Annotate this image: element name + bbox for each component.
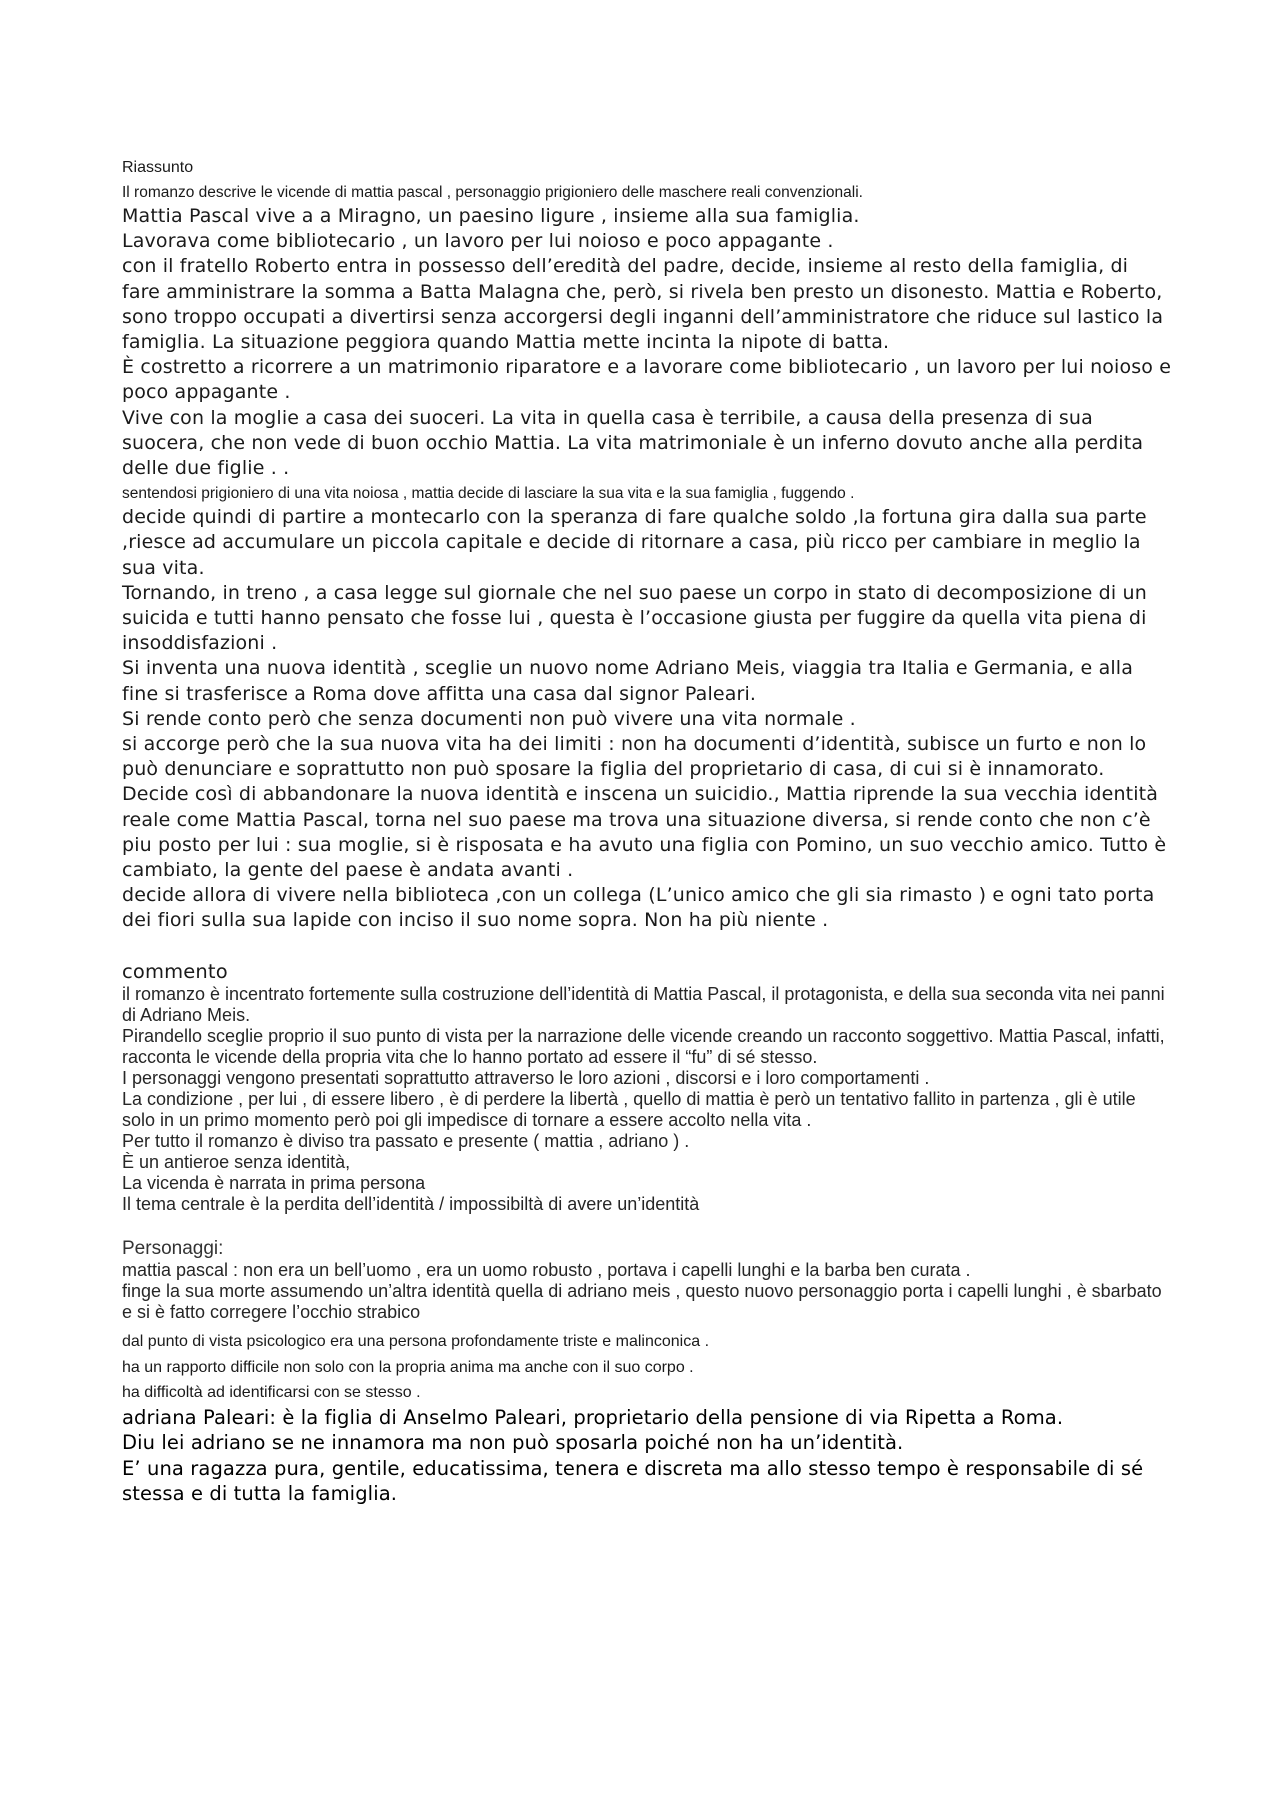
document-page [122, 157, 1172, 1507]
personaggi-paragraph: ha difficoltà ad identificarsi con se stesso . [122, 1383, 421, 1401]
personaggi-paragraph: finge la sua morte assumendo un’altra identità quella di adriano meis , questo nuovo personaggio porta i capelli lunghi , è sbarbato e si è fatto corregere l’occhio strabico [122, 1280, 1162, 1322]
personaggi-paragraph: Diu lei adriano se ne innamora ma non può sposarla poiché non ha un’identità. [122, 1431, 904, 1455]
riassunto-paragraph: Vive con la moglie a casa dei suoceri. La vita in quella casa è terribile, a causa della presenza di sua suocera, che non vede di buon occhio Mattia. La vita matrimoniale è un inferno dovuto anche alla perdita delle due figlie . . [122, 406, 1144, 480]
riassunto-title: Riassunto [122, 159, 194, 176]
commento-paragraph: I personaggi vengono presentati soprattutto attraverso le loro azioni , discorsi e i loro comportamenti . [122, 1067, 930, 1088]
riassunto-paragraph: Mattia Pascal vive a a Miragno, un paesino ligure , insieme alla sua famiglia. [122, 205, 860, 227]
spacer [122, 1215, 1172, 1237]
riassunto-paragraph: decide allora di vivere nella biblioteca ,con un collega (L’unico amico che gli sia rimasto ) e ogni tato porta dei fiori sulla sua lapide con inciso il suo nome sopra. Non ha più niente . [122, 884, 1155, 932]
riassunto-interlude: sentendosi prigioniero di una vita noiosa , mattia decide di lasciare la sua vita e la sua famiglia , fuggendo . [122, 485, 855, 503]
personaggi-paragraph: E’ una ragazza pura, gentile, educatissima, tenera e discreta ma allo stesso tempo è responsabile di sé stessa e di tutta la famiglia. [122, 1456, 1144, 1506]
riassunto-paragraph: Lavorava come bibliotecario , un lavoro per lui noioso e poco appagante . [122, 230, 834, 253]
commento-paragraph: il romanzo è incentrato fortemente sulla costruzione dell’identità di Mattia Pascal, il protagonista, e della sua seconda vita nei panni di Adriano Meis. [122, 983, 1165, 1025]
personaggi-paragraph: mattia pascal : non era un bell’uomo , era un uomo robusto , portava i capelli lunghi e la barba ben curata . [122, 1259, 971, 1280]
commento-paragraph: Pirandello sceglie proprio il suo punto di vista per la narrazione delle vicende creando un racconto soggettivo. Mattia Pascal, infatti, racconta le vicende della propria vita che lo hanno portato ad essere il “fu” di sé stesso. [122, 1025, 1165, 1067]
personaggi-paragraph: dal punto di vista psicologico era una persona profondamente triste e malinconica . [122, 1332, 710, 1350]
commento-paragraph: È un antieroe senza identità, [122, 1151, 351, 1172]
commento-paragraph: La vicenda è narrata in prima persona [122, 1172, 426, 1193]
personaggi-paragraph: adriana Paleari: è la figlia di Anselmo Paleari, proprietario della pensione di via Ripetta a Roma. [122, 1405, 1064, 1429]
riassunto-paragraph: si accorge però che la sua nuova vita ha dei limiti : non ha documenti d’identità, subisce un furto e non lo può denunciare e soprattutto non può sposare la figlia del proprietario di casa, di cui si è innamorato. Decide così di abbandonare la nuova identità e inscena un suicidio., Mattia riprende la sua vecchia identità reale come Mattia Pascal, torna nel suo paese ma trova una situazione diversa, si rende conto che non c’è piu posto per lui : sua moglie, si è risposata e ha avuto una figlia con Pomino, un suo vecchio amico. Tutto è cambiato, la gente del paese è andata avanti . [122, 733, 1167, 882]
riassunto-intro: Il romanzo descrive le vicende di mattia pascal , personaggio prigioniero delle maschere reali convenzionali. [122, 184, 863, 201]
personaggi-title: Personaggi: [122, 1237, 224, 1259]
riassunto-paragraph: Si inventa una nuova identità , sceglie un nuovo nome Adriano Meis, viaggia tra Italia e Germania, e alla fine si trasferisce a Roma dove affitta una casa dal signor Paleari. [122, 657, 1134, 705]
commento-paragraph: Per tutto il romanzo è diviso tra passato e presente ( mattia , adriano ) . [122, 1130, 690, 1151]
riassunto-paragraph: Si rende conto però che senza documenti non può vivere una vita normale . [122, 707, 856, 730]
riassunto-paragraph: decide quindi di partire a montecarlo con la speranza di fare qualche soldo ,la fortuna gira dalla sua parte ,riesce ad accumulare un piccola capitale e decide di ritornare a casa, più ricco per cambiare in meglio la sua vita. [122, 506, 1147, 579]
commento-title: commento [122, 959, 228, 983]
riassunto-paragraph: È costretto a ricorrere a un matrimonio riparatore e a lavorare come bibliotecario , un lavoro per lui noioso e poco appagante . [122, 356, 1172, 404]
spacer [122, 934, 1172, 959]
commento-paragraph: Il tema centrale è la perdita dell’identità / impossibiltà di avere un’identità [122, 1193, 700, 1214]
riassunto-paragraph: Tornando, in treno , a casa legge sul giornale che nel suo paese un corpo in stato di decomposizione di un suicida e tutti hanno pensato che fosse lui , questa è l’occasione giusta per fuggire da quella vita piena di insoddisfazioni . [122, 581, 1147, 655]
riassunto-paragraph: con il fratello Roberto entra in possesso dell’eredità del padre, decide, insieme al resto della famiglia, di fare amministrare la somma a Batta Malagna che, però, si rivela ben presto un disonesto. Mattia e Roberto, sono troppo occupati a divertirsi senza accorgersi degli inganni dell’amministratore che riduce sul lastico la famiglia. La situazione peggiora quando Mattia mette incinta la nipote di batta. [122, 255, 1164, 354]
personaggi-paragraph: ha un rapporto difficile non solo con la propria anima ma anche con il suo corpo . [122, 1358, 694, 1376]
commento-paragraph: La condizione , per lui , di essere libero , è di perdere la libertà , quello di mattia è però un tentativo fallito in partenza , gli è utile solo in un primo momento però poi gli impedisce di tornare a essere accolto nella vita . [122, 1088, 1136, 1130]
